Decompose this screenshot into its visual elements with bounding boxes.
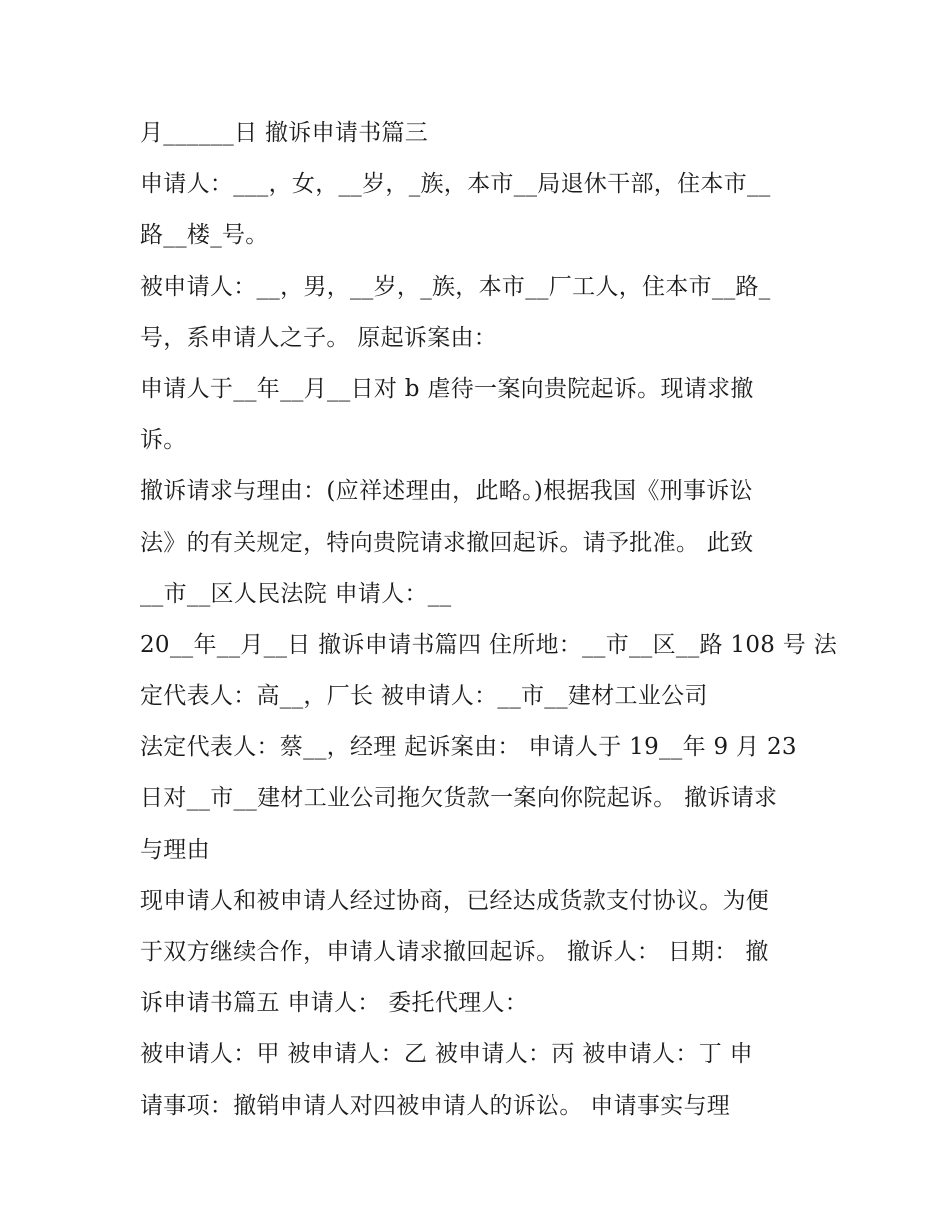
- text-line: 申请人：___，女，__岁，_族，本市__局退休干部，住本市__: [140, 171, 771, 198]
- text-line: 定代表人：高__，厂长 被申请人：__市__建材工业公司: [140, 683, 708, 710]
- text-line: 被申请人：甲 被申请人：乙 被申请人：丙 被申请人：丁 申: [140, 1041, 753, 1068]
- text-line: 日对__市__建材工业公司拖欠货款一案向你院起诉。 撤诉请求: [140, 785, 778, 812]
- text-line: 现申请人和被申请人经过协商，已经达成货款支付协议。为便: [140, 887, 770, 914]
- text-line: __市__区人民法院 申请人：__: [140, 580, 452, 607]
- text-line: 法》的有关规定，特向贵院请求撤回起诉。请予批准。 此致: [140, 529, 754, 556]
- text-line: 法定代表人：蔡__，经理 起诉案由： 申请人于 19__年 9 月 23: [140, 734, 797, 761]
- text-line: 申请人于__年__月__日对 b 虐待一案向贵院起诉。现请求撤: [140, 375, 754, 402]
- text-line: 被申请人：__，男，__岁，_族，本市__厂工人，住本市__路_: [140, 273, 771, 300]
- text-line: 请事项：撤销申请人对四被申请人的诉讼。 申请事实与理: [140, 1092, 731, 1119]
- text-line: 路__楼_号。: [140, 222, 269, 249]
- text-line: 月______日 撤诉申请书篇三: [140, 120, 429, 146]
- text-line: 于双方继续合作，申请人请求撤回起诉。 撤诉人： 日期： 撤: [140, 939, 769, 965]
- text-line: 撤诉请求与理由：(应祥述理由，此略。)根据我国《刑事诉讼: [140, 478, 753, 505]
- text-line: 与理由: [140, 836, 210, 863]
- text-line: 诉。: [140, 427, 187, 454]
- text-line: 诉申请书篇五 申请人： 委托代理人：: [140, 990, 529, 1017]
- document-body: [140, 108, 838, 1132]
- text-line: 20__年__月__日 撤诉申请书篇四 住所地：__市__区__路 108 号 法: [140, 631, 838, 658]
- text-line: 号，系申请人之子。 原起诉案由：: [140, 324, 498, 351]
